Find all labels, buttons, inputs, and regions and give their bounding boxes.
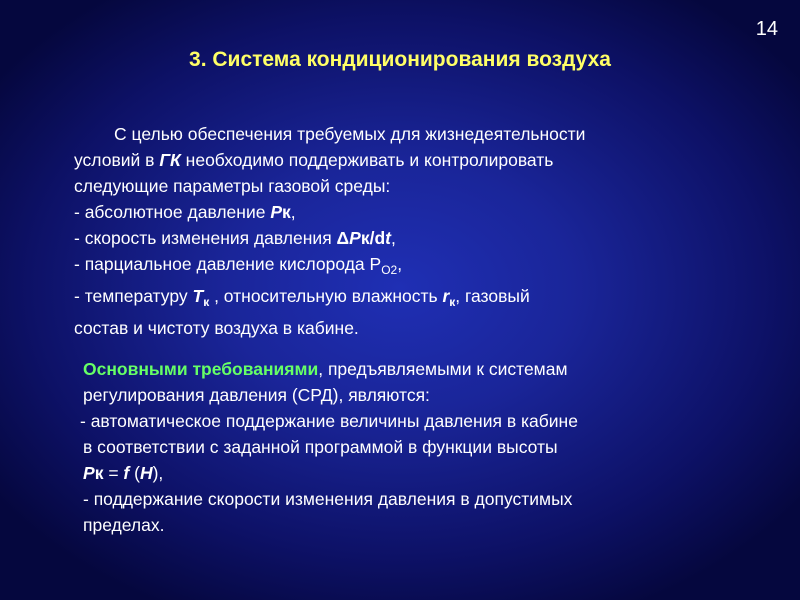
parameters-paragraph — [74, 121, 754, 341]
altitude-symbol: H — [139, 463, 153, 483]
pressure-index: к — [360, 228, 370, 248]
para2-line-7: пределах. — [83, 515, 165, 535]
text-fragment: , — [397, 254, 403, 274]
text-fragment: - скорость изменения давления — [74, 228, 337, 248]
temperature-symbol: Т — [192, 286, 204, 306]
para2-line-3: - автоматическое поддержание величины давления в кабине — [80, 411, 578, 431]
para2-line-5 — [80, 460, 760, 486]
humidity-symbol: r — [442, 286, 450, 306]
text-fragment: , — [290, 202, 296, 222]
humidity-subscript: к — [449, 295, 456, 309]
para2-line-2: регулирования давления (СРД), являются: — [83, 385, 430, 405]
text-fragment: = — [103, 463, 124, 483]
text-fragment: - абсолютное давление — [74, 202, 271, 222]
oxygen-subscript: О2 — [381, 263, 398, 277]
derivative-slash: /d — [369, 228, 386, 248]
para2-line-6: - поддержание скорости изменения давления в допустимых — [83, 489, 573, 509]
pressure-symbol: Р — [83, 463, 95, 483]
text-fragment: условий в — [74, 150, 160, 170]
pressure-index: к — [94, 463, 104, 483]
para1-line-1: С целью обеспечения требуемых для жизнедеятельности — [114, 124, 586, 144]
text-fragment: , предъявляемыми к системам — [318, 359, 568, 379]
requirements-paragraph — [80, 356, 760, 538]
delta-symbol: Δ — [336, 228, 350, 248]
text-fragment: - температуру — [74, 286, 193, 306]
slide-number: 14 — [755, 18, 778, 40]
text-fragment: ( — [129, 463, 140, 483]
slide-title: 3. Система кондиционирования воздуха — [189, 48, 611, 71]
gk-abbreviation: ГК — [159, 150, 181, 170]
para2-line-1 — [80, 356, 760, 382]
para1-line-7 — [74, 283, 754, 315]
text-fragment: , — [390, 228, 396, 248]
para1-line-4 — [74, 199, 754, 225]
para1-line-3: следующие параметры газовой среды: — [74, 176, 391, 196]
text-fragment: , газовый — [455, 286, 530, 306]
function-symbol: f — [123, 463, 130, 483]
para1-line-2 — [74, 147, 754, 173]
requirements-highlight: Основными требованиями — [83, 359, 319, 379]
time-symbol: t — [385, 228, 391, 248]
text-fragment: необходимо поддерживать и контролировать — [180, 150, 554, 170]
pressure-symbol: Р — [270, 202, 283, 222]
para1-line-8: состав и чистоту воздуха в кабине. — [74, 318, 359, 338]
text-fragment: - парциальное давление кислорода Р — [74, 254, 382, 274]
pressure-symbol: Р — [349, 228, 361, 248]
pressure-index: к — [282, 202, 291, 222]
para1-line-5 — [74, 225, 754, 251]
para1-line-6 — [74, 251, 754, 283]
para2-line-4: в соответствии с заданной программой в функции высоты — [83, 437, 558, 457]
text-fragment: , относительную влажность — [209, 286, 443, 306]
temperature-subscript: к — [203, 295, 210, 309]
text-fragment: ), — [152, 463, 164, 483]
